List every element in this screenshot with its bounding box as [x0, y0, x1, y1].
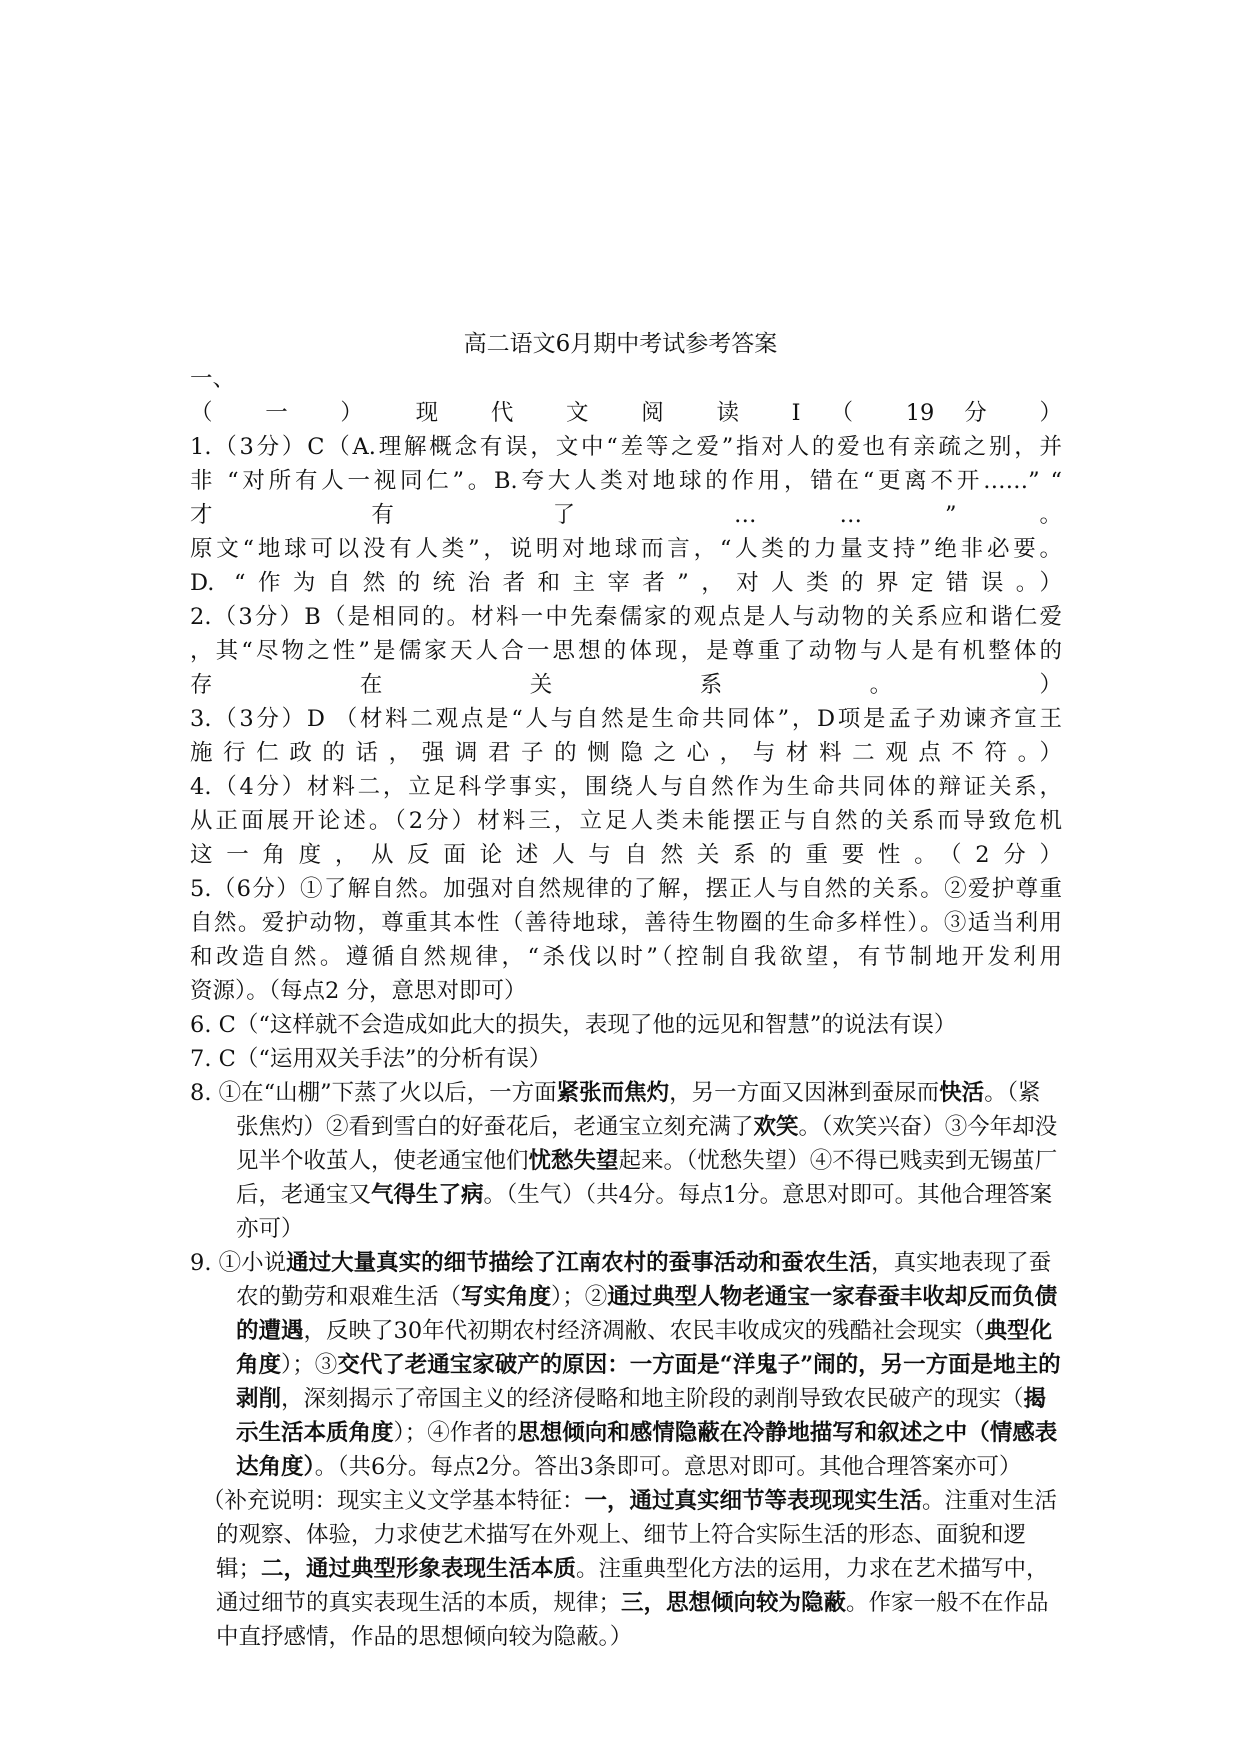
q9-keyword: 思想倾向和感情隐蔽在冷静地描写和叙述之中（情感表达角度）	[236, 1420, 1058, 1480]
supp-keyword: 三，思想倾向较为隐蔽	[621, 1590, 847, 1616]
q9-keyword: 通过大量真实的细节描绘了江南农村的蚕事活动和蚕农生活	[286, 1250, 872, 1276]
q2-line-1: 2.（3分）B（是相同的。材料一中先秦儒家的观点是人与动物的关系应和谐仁爱	[190, 604, 1062, 630]
q5-line-4: 资源）。（每点2 分，意思对即可）	[190, 978, 527, 1004]
q8-keyword: 忧愁失望	[528, 1148, 619, 1174]
q8-keyword: 欢笑	[753, 1114, 799, 1140]
q4-line-2: 从正面展开论述。（2分）材料三，立足人类未能摆正与自然的关系而导致危机	[190, 808, 1062, 834]
section-one-heading: 一、	[190, 366, 236, 392]
q1-line-4: 原文“地球可以没有人类”，说明对地球而言，“人类的力量支持”绝非必要。	[190, 536, 1062, 562]
supplementary-note: （补充说明：现实主义文学基本特征：一，通过真实细节等表现现实生活。注重对生活的观察、体验，力求使艺术描写在外观上、细节上符合实际生活的形态、面貌和逻辑；二，通过典型形象表现生活本质。注重典型化方法的运用，力求在艺术描写中，通过细节的真实表现生活的本质，规律；三，思想倾向较为隐蔽。作家一般不在作品中直抒感情，作品的思想倾向较为隐蔽。）	[202, 1488, 1058, 1650]
q9-keyword: 交代了老通宝家破产的原因：一方面是“洋鬼子”闹的，另一方面是地主的剥削	[236, 1352, 1061, 1412]
q2-line-3: 存 在 关 系 。 ）	[190, 672, 1062, 698]
q8-answer: 8. ①在“山棚”下蒸了火以后，一方面紧张而焦灼，另一方面又因淋到蚕尿而快活。（紧张焦灼）②看到雪白的好蚕花后，老通宝立刻充满了欢笑。（欢笑兴奋）③今年却没见半个收茧人，使老通宝他们忧愁失望起来。（忧愁失望）④不得已贱卖到无锡茧厂后，老通宝又气得生了病。（生气）（共4分。每点1分。意思对即可。其他合理答案亦可）	[190, 1080, 1058, 1242]
q7-answer: 7. C（“运用双关手法”的分析有误）	[190, 1046, 552, 1072]
q6-answer: 6. C（“这样就不会造成如此大的损失，表现了他的远见和智慧”的说法有误）	[190, 1012, 957, 1038]
q9-keyword: 揭示生活本质角度	[236, 1386, 1047, 1446]
q1-line-5: D. “作为自然的统治者和主宰者”，对人类的界定错误。）	[190, 570, 1062, 596]
q1-line-2: 非 “对所有人一视同仁”。B.夸大人类对地球的作用，错在“更离不开……” “	[190, 468, 1062, 494]
page-title: 高二语文6月期中考试参考答案	[463, 331, 778, 357]
q8-keyword: 快活	[939, 1080, 985, 1106]
q2-line-2: ，其“尽物之性”是儒家天人合一思想的体现，是尊重了动物与人是有机整体的	[190, 638, 1062, 664]
subsection-heading: （ 一 ） 现 代 文 阅 读 I （ 19 分 ）	[190, 400, 1062, 426]
q1-line-1: 1.（3分）C（A.理解概念有误，文中“差等之爱”指对人的爱也有亲疏之别，并	[190, 434, 1062, 460]
q8-keyword: 紧张而焦灼	[556, 1080, 670, 1106]
q3-line-2: 施行仁政的话，强调君子的恻隐之心，与材料二观点不符。）	[190, 740, 1062, 766]
q4-line-1: 4.（4分）材料二，立足科学事实，围绕人与自然作为生命共同体的辩证关系，	[190, 774, 1062, 800]
q3-line-1: 3.（3分）D （材料二观点是“人与自然是生命共同体”，D项是孟子劝谏齐宣王	[190, 706, 1062, 732]
q9-keyword: 写实角度	[461, 1284, 552, 1310]
supp-keyword: 一，通过真实细节等表现现实生活	[584, 1488, 923, 1514]
q4-line-3: 这一角度，从反面论述人与自然关系的重要性。（2分）	[190, 842, 1062, 868]
q5-line-1: 5.（6分）①了解自然。加强对自然规律的了解，摆正人与自然的关系。②爱护尊重	[190, 876, 1062, 902]
q5-line-3: 和改造自然。遵循自然规律，“杀伐以时”（控制自我欲望，有节制地开发利用	[190, 944, 1062, 970]
q9-keyword: 典型化角度	[236, 1318, 1053, 1378]
q5-line-2: 自然。爱护动物，尊重其本性（善待地球，善待生物圈的生命多样性）。③适当利用	[190, 910, 1062, 936]
supp-keyword: 二，通过典型形象表现生活本质	[261, 1556, 577, 1582]
q9-keyword: 通过典型人物老通宝一家春蚕丰收却反而负债的遭遇	[236, 1284, 1058, 1344]
answer-body	[190, 362, 1062, 1654]
q8-keyword: 气得生了病	[371, 1182, 484, 1208]
q1-line-3: 才 有 了 … … ” 。	[190, 502, 1062, 528]
q9-answer: 9. ①小说通过大量真实的细节描绘了江南农村的蚕事活动和蚕农生活，真实地表现了蚕农的勤劳和艰难生活（写实角度）；②通过典型人物老通宝一家春蚕丰收却反而负债的遭遇，反映了30年代初期农村经济凋敝、农民丰收成灾的残酷社会现实（典型化角度）；③交代了老通宝家破产的原因：一方面是“洋鬼子”闹的，另一方面是地主的剥削，深刻揭示了帝国主义的经济侵略和地主阶段的剥削导致农民破产的现实（揭示生活本质角度）；④作者的思想倾向和感情隐蔽在冷静地描写和叙述之中（情感表达角度）。（共6分。每点2分。答出3条即可。意思对即可。其他合理答案亦可）	[190, 1250, 1061, 1480]
